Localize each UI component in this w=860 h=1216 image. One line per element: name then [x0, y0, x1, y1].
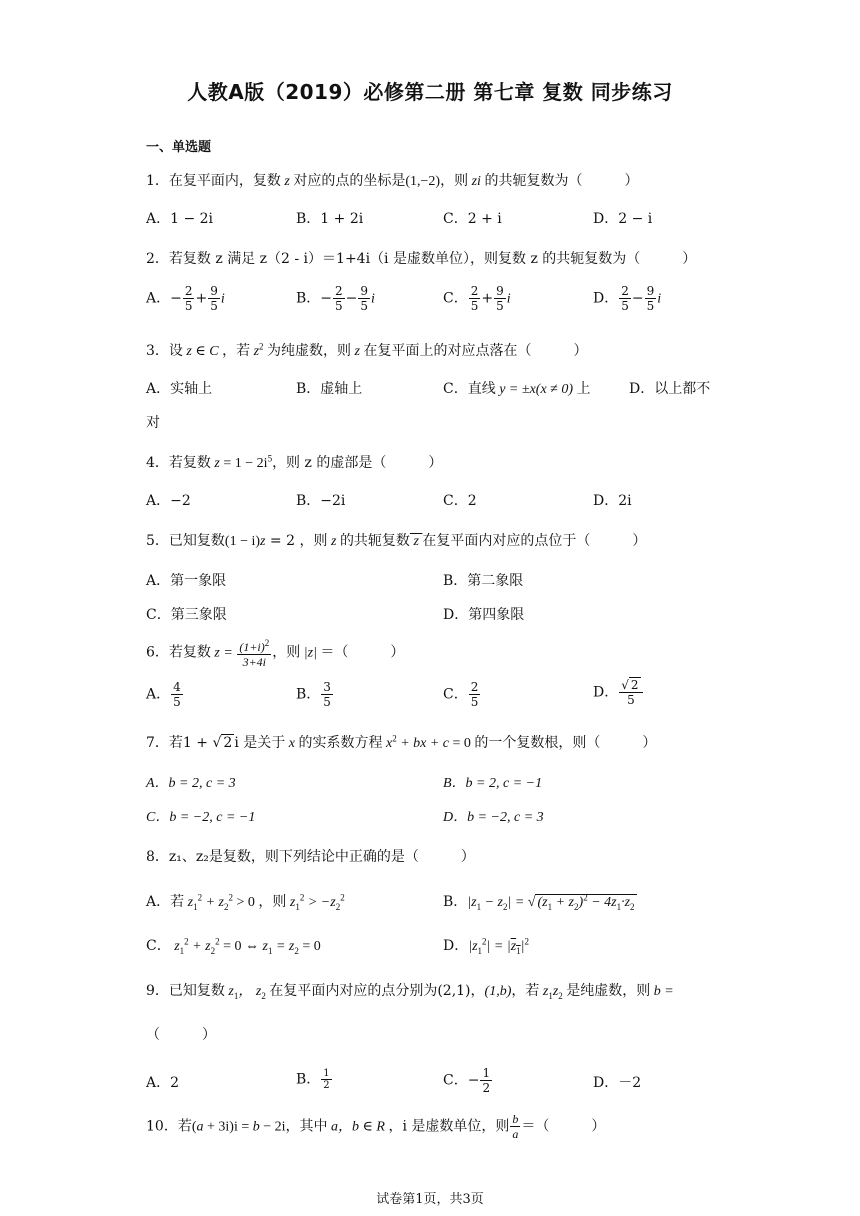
question-2: 2．若复数 z 满足 z（2 - i）＝1+4i（i 是虚数单位），则复数 z 的共轭复数为（ ） — [146, 251, 697, 267]
q6-option-c: C． $\frac{2}{5}$ — [443, 680, 479, 709]
q3-option-d-cont: 对 — [146, 415, 160, 431]
q4-option-b: B．−2i — [296, 493, 346, 509]
q9-option-a: A．2 — [146, 1075, 180, 1091]
question-5: 5．已知复数(1 − i)z = 2 ，则 z 的共轭复数 z 在复平面内对应的点位于（ ） — [146, 533, 647, 549]
q6-option-b: B． $\frac{3}{5}$ — [296, 680, 331, 709]
q2-option-b: B．− $\frac{2}{5}$ − $\frac{9}{5}$ i — [296, 284, 375, 313]
question-8: 8．z₁、z₂是复数，则下列结论中正确的是（ ） — [146, 849, 475, 865]
q9-option-b: B． $\frac{1}{2}$ — [296, 1068, 330, 1091]
question-3: 3．设 z ∈ C ，若 $z^2$ 为纯虚数，则 z 在复平面上的对应点落在（ ） — [146, 341, 588, 359]
q1-option-d: D．2 − i — [593, 211, 653, 227]
q8-option-a: A．若 $z_1^2 + z_2^2 > 0$ ，则 $z_1^2 > -z_2^2$ — [146, 892, 345, 912]
page-footer: 试卷第1页，共3页 — [376, 1192, 484, 1207]
q5-option-d: D．第四象限 — [443, 607, 525, 623]
q3-option-c: C．直线 y = ±x(x ≠ 0) 上 — [443, 381, 591, 397]
q2-option-a: A．− $\frac{2}{5}$ + $\frac{9}{5}$ i — [146, 284, 225, 313]
q8-option-c: C． $z_1^2 + z_2^2 = 0$ ⇔ $z_1 = z_2 = 0$ — [146, 936, 321, 956]
question-10: 10．若(a + 3i)i = b − 2i，其中 a，b ∈ R ，i 是虚数单位，则 $\frac{b}{a}$ ＝（ ） — [146, 1112, 606, 1141]
question-4: 4．若复数 $z = 1 - 2i^5$，则 z 的虚部是（ ） — [146, 453, 443, 471]
q9-option-d: D．－2 — [593, 1075, 642, 1091]
q3-option-b: B．虚轴上 — [296, 381, 363, 397]
q2-option-d: D． $\frac{2}{5}$ − $\frac{9}{5}$ i — [593, 284, 662, 313]
section-heading: 一、单选题 — [146, 140, 212, 155]
q5-option-b: B．第二象限 — [443, 573, 524, 589]
q1-option-a: A．1 − 2i — [146, 211, 214, 227]
q9-continuation: （ ） — [146, 1027, 216, 1043]
q4-option-a: A．−2 — [146, 493, 191, 509]
q1-option-b: B．1 + 2i — [296, 211, 364, 227]
q5-option-a: A．第一象限 — [146, 573, 227, 589]
q2-option-c: C． $\frac{2}{5}$ + $\frac{9}{5}$ i — [443, 284, 511, 313]
q6-option-a: A． $\frac{4}{5}$ — [146, 680, 181, 709]
q4-option-c: C．2 — [443, 493, 477, 509]
q8-option-d: D．$|z_1^2| = |z_1|^2$ — [443, 936, 529, 956]
q6-option-d: D． $\frac{√ 2}{5}$ — [593, 678, 644, 707]
q7-option-a: A．b = 2, c = 3 — [146, 776, 236, 791]
q7-option-b: B．b = 2, c = −1 — [443, 776, 543, 791]
q9-option-c: C．− $\frac{1}{2}$ — [443, 1066, 491, 1095]
q5-option-c: C．第三象限 — [146, 607, 227, 623]
page-title: 人教A版（2019）必修第二册 第七章 复数 同步练习 — [187, 80, 673, 104]
q3-option-d: D．以上都不 — [629, 381, 711, 397]
q7-option-c: C．b = −2, c = −1 — [146, 810, 256, 825]
q4-option-d: D．2i — [593, 493, 632, 509]
question-9: 9．已知复数 $z_1$， $z_2$ 在复平面内对应的点分别为(2,1)，(1,b)，若 $z_1z_2$ 是纯虚数，则 b = — [146, 983, 674, 1001]
question-6: 6．若复数 z = $\frac{(1+i)^2}{3+4i}$ ，则 |z| ＝（ ） — [146, 638, 405, 669]
q8-option-b: B．$|z_1 - z_2|$ = √ $(z_1 + z_2)^2 - 4z_1\cdot z_2$ — [443, 892, 635, 912]
question-7: 7．若1 + √ 2 i 是关于 x 的实系数方程 $x^2$ + bx + c = 0 的一个复数根，则（ ） — [146, 733, 657, 751]
question-1: 1．在复平面内，复数 z 对应的点的坐标是(1,−2)，则 zi 的共轭复数为（ ） — [146, 173, 639, 189]
q1-option-c: C．2 + i — [443, 211, 502, 227]
q3-option-a: A．实轴上 — [146, 381, 213, 397]
q7-option-d: D．b = −2, c = 3 — [443, 810, 544, 825]
